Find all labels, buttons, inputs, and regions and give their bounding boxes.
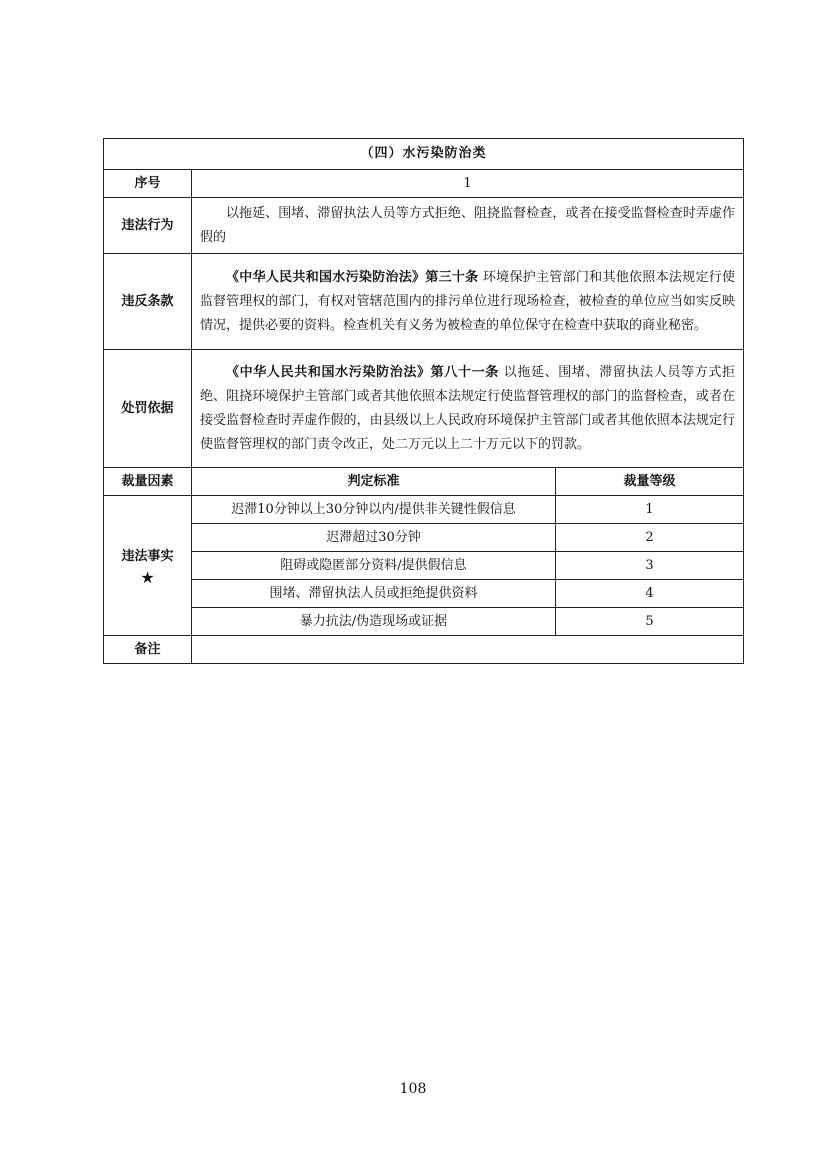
penalty-law-title: 《中华人民共和国水污染防治法》第八十一条 [226, 364, 499, 380]
fact-standard: 迟滞超过30分钟 [192, 524, 556, 552]
fact-level: 2 [556, 524, 744, 552]
facts-label: 违法事实 [121, 548, 174, 564]
penalty-cell [192, 350, 744, 468]
fact-level: 5 [556, 608, 744, 636]
clause-law-title: 《中华人民共和国水污染防治法》第三十条 [226, 269, 479, 285]
seq-value: 1 [192, 170, 744, 198]
page-number: 108 [399, 1081, 427, 1097]
penalty-label: 处罚依据 [104, 350, 192, 468]
seq-label: 序号 [104, 170, 192, 198]
fact-standard: 阻碍或隐匿部分资料/提供假信息 [192, 552, 556, 580]
facts-label-cell [104, 496, 192, 636]
violation-text: 以拖延、围堵、滞留执法人员等方式拒绝、阻挠监督检查，或者在接受监督检查时弄虚作假的 [192, 198, 744, 254]
clause-cell [192, 254, 744, 350]
discretion-table [103, 138, 744, 664]
remarks-label: 备注 [104, 636, 192, 664]
clause-label: 违反条款 [104, 254, 192, 350]
standard-header: 判定标准 [192, 468, 556, 496]
fact-level: 1 [556, 496, 744, 524]
fact-standard: 围堵、滞留执法人员或拒绝提供资料 [192, 580, 556, 608]
fact-standard: 迟滞10分钟以上30分钟以内/提供非关键性假信息 [192, 496, 556, 524]
table-title: （四）水污染防治类 [104, 139, 744, 170]
level-header: 裁量等级 [556, 468, 744, 496]
fact-level: 4 [556, 580, 744, 608]
remarks-value [192, 636, 744, 664]
penalty-text: 以拖延、围堵、滞留执法人员等方式拒绝、阻挠环境保护主管部门或者其他依照本法规定行使监督管理权的部门的监督检查，或者在接受监督检查时弄虚作假的，由县级以上人民政府环境保护主管部门或者其他依照本法规定行使监督管理权的部门责令改正，处二万元以上二十万元以下的罚款。 [200, 364, 736, 452]
penalty-table-sheet [103, 138, 743, 664]
factors-label: 裁量因素 [104, 468, 192, 496]
fact-level: 3 [556, 552, 744, 580]
star-icon: ★ [140, 567, 155, 587]
violation-label: 违法行为 [104, 198, 192, 254]
clause-text: 环境保护主管部门和其他依照本法规定行使监督管理权的部门，有权对管辖范围内的排污单位进行现场检查，被检查的单位应当如实反映情况，提供必要的资料。检查机关有义务为被检查的单位保守在检查中获取的商业秘密。 [200, 269, 736, 333]
fact-standard: 暴力抗法/伪造现场或证据 [192, 608, 556, 636]
